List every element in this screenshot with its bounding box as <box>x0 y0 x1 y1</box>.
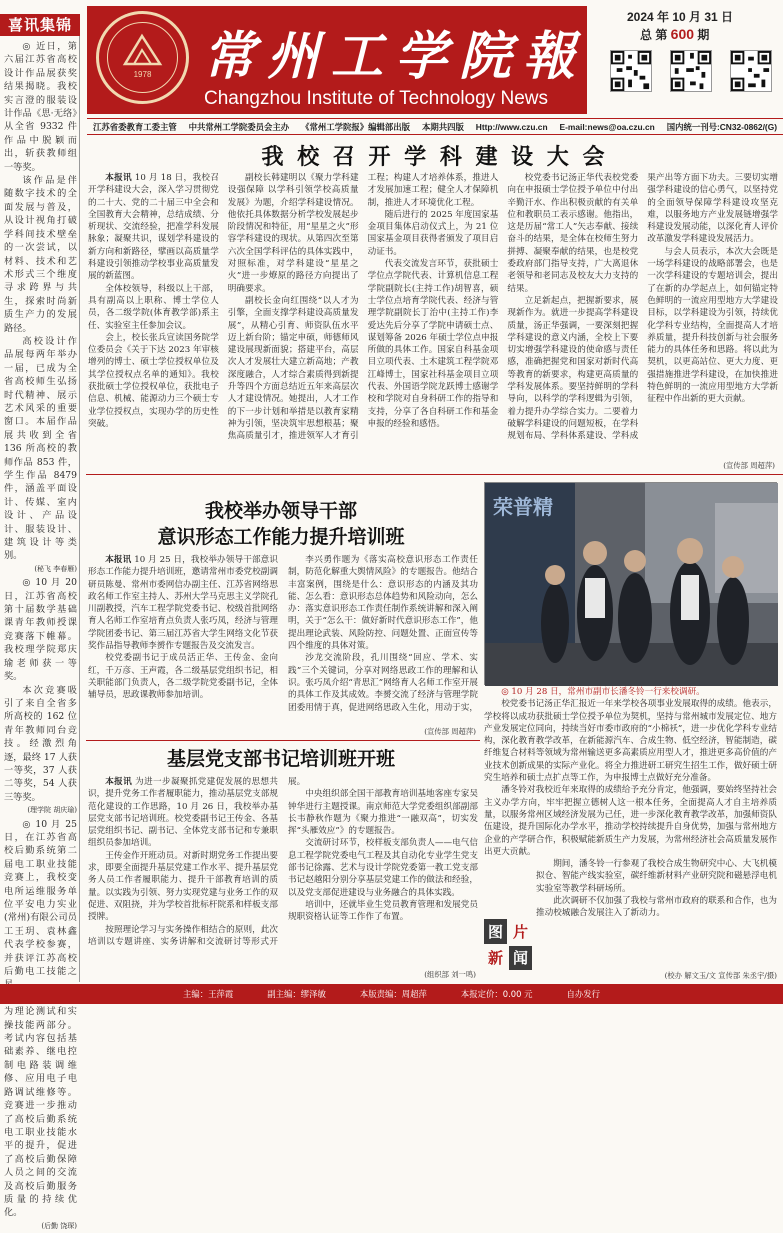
issue-suffix: 期 <box>694 28 710 42</box>
badge-char: 片 <box>509 919 532 944</box>
article3-paragraph: 培训中，还就毕业生党员教育管理和发展党员规职资格认证等工作作了布置。 <box>288 899 478 923</box>
article3-paragraph: 交流研讨环节，校样板支部负责人——电气信息工程学院党委电气工程及其自动化专业学生党支部书记徐露、艺术与设计学院党委第一教工党支部书记赵越阳分别分享基层党建工作的做法和经验，以及党支部促进建设与业务融合的具体实践。 <box>288 838 478 898</box>
sidebar-body <box>4 40 77 1230</box>
sidebar-title: 喜讯集锦 <box>0 14 80 36</box>
article1-paragraph: 随后进行的 2025 年度国家基金项目集体启动仪式上，为 21 位国家基金项目获得者颁发了项目启动证书。 <box>367 209 499 257</box>
article3-headline: 基层党支部书记培训班开班 <box>166 748 395 770</box>
sidebar-paragraph: 高校设计作品展每两年举办一届，已成为全省高校师生弘扬时代精神、展示艺术风采的重要窗口。本届作品展共收到全省 136 所高校的教师作品 853 件，学生作品 8479 件，涵盖平面设计、传媒、室内设计、产品设计、服装设计、建筑设计等类别。 <box>4 335 77 562</box>
article3-paragraph: 为进一步凝聚抓党建促发展的思想共识，提升党务工作者履职能力，推动基层党支部规范化建设的工作思路，10 月 26 日，我校举办基层党支部书记培训班。校党委副书记王传金、各基层党组织书记、副书记、全体党支部书记和专兼职组织员参加培训。 <box>88 777 278 849</box>
photo-caption-intro: ◎ 10 月 28 日，常州市副市长潘冬铃一行来校调研。 <box>501 687 705 697</box>
photo-caption <box>484 686 777 956</box>
article1-paragraph: 副校长韩建明以《聚力学科建设强保障 以学科引领学校高质量发展》为题，介绍学科建设情况。他依托具体数据分析学校发展起步阶段情况和特征，用“星星之火”形容学科建设的现状。从第四次至第六次全国学科评估的具体实践中，对照标准，对学科建设“星星之火”进一步燎原的路径方向提出了明确要求。 <box>227 173 359 294</box>
article2-body <box>88 554 478 726</box>
sidebar-byline: (理学院 胡庆瑜) <box>27 806 77 815</box>
masthead <box>0 0 783 132</box>
article3-body <box>88 776 478 968</box>
divider <box>86 740 480 741</box>
info-item: 本期共四版 <box>421 121 464 132</box>
article3-byline: (组织部 刘一鸣) <box>424 970 476 979</box>
article2-lead: 本报讯 <box>105 555 132 565</box>
photo-paragraph: 此次调研不仅加强了我校与常州市政府的联系和合作，也为推动校城融合发展注入了新动力。 <box>536 896 777 919</box>
news-photo <box>484 482 777 685</box>
qr-code-icon <box>671 51 711 91</box>
article3-lead: 本报讯 <box>105 777 133 787</box>
masthead-info-bar <box>87 118 783 135</box>
issue-number-line <box>640 26 709 43</box>
issue-number: 600 <box>670 26 695 42</box>
sidebar-paragraph: ◎ 10 月 25 日，在江苏省高校后勤系统第二届电工职业技能竞赛上，我校变电所运维服务单位平安电力实业(常州)有限公司员工王玥、袁林鑫代表学校参赛，并获评江苏高校后勤电工技能之 <box>4 818 77 978</box>
article1-lead: 本报讯 <box>105 173 132 183</box>
sidebar-paragraph: ◎ 近日，第六届江苏省高校设计作品展获奖结果揭晓。我校实言澄的服装设计作品《思·无络》从全省 9332 件作品中脱颖而出，斩获教师组一等奖。 <box>4 41 77 173</box>
article1-paragraph: 副校长金向红围绕“以人才为引擎，全面支撑学科建设高质量发展”，从精心引育、师资队伍水平迈上新台阶；锚定申硕，师德师风建设展现新面貌；搭建平台，高层次人才发展壮大建立新高地；产教深度融合，人才综合素质得到新提升等四个方面总结近五年来高层次人才建设情况。她提出，人才工作的下一步计划和举措是以教育家精神为引领，坚决筑牢思想根基；聚焦高质量引才，推进领军人才育引工程；构建人才培养体系，推进人才发展加速工程；健全人才保障机制，推进人才环境优化工程。 <box>227 173 499 442</box>
article1-body <box>88 172 778 460</box>
sidebar-paragraph: 为理论测试和实操技能两部分。考试内容包括基础素养、继电控制电路装调维修、应用电子电路调试维修等。竞赛进一步推动了高校后勤系统电工职业技能水平的提升，促进了高校后勤保障人员之间的交流及高校后勤服务质量的持续优化。 <box>4 1006 77 1219</box>
footer-item: 自办发行 <box>566 989 600 999</box>
sidebar-byline: (秘飞 李春雁) <box>34 564 77 573</box>
article2-paragraph: 沙龙交流阶段，孔川围绕“回应、学术、实践”三个关键词，分享对网络思政工作的理解和认识。张巧凤介绍“青思汇”网络育人名师工作室开展的具体工作及其成效。李赟交流了经济与管理学院团委用情于真，促进网络思政入生化，用动于实， <box>288 653 478 713</box>
article2-paragraph: 校党委副书记于成员活正华、王传金、金向红，千万彦、王声霞，各二级基层党组织书记，相关职能部门负责人，各二级学院党委副书记，全体辅导员，思政课教师参加培训。 <box>88 653 278 701</box>
article3-paragraph: 王传金作开班动员。对新时期党务工作提出要求，即要全面提升基层党建工作水平、提升基层党务人员工作者履职能力、提升干部教育培训的质量。以实践为引领、努力实现党建与业务工作的双促进、双阻挠，并为学校首批标杆院系和样板支部授牌。 <box>88 850 278 923</box>
info-item: 江苏省委教育工委主管 <box>92 121 177 132</box>
article1-paragraph: 10 月 18 日，我校召开学科建设大会，深入学习贯彻党的二十大、党的二十届三中全会和全国教育大会精神，总结成绩、分析现状、交流经验，把准学科发展脉象；凝聚共识，谋划学科建设的新方向和新路径，擘画以高质量学科建设引领推动学校事业高质量发展的新蓝图。 <box>88 173 219 282</box>
article2-headline-line2: 意识形态工作能力提升培训班 <box>157 526 405 548</box>
logo-emblem-icon <box>121 32 164 68</box>
footer-bar <box>0 984 783 1004</box>
qr-code-icon <box>731 51 771 91</box>
sidebar-paragraph: 该作品是伴随数字技术的全面发展与普及，从设计视角打破学科间技术壁垒的一次尝试，以材料、技术和艺术形式三个维度寻求跨界与共生，探索时尚新质生产力的发展路径。 <box>4 175 77 334</box>
info-item: 《常州工学院报》编辑部出版 <box>301 121 410 132</box>
masthead-title: 常州工学院報 <box>203 27 588 87</box>
divider <box>86 474 783 475</box>
photo-paragraph: 潘冬铃对我校近年来取得的成绩给予充分肯定，他强调，要始终坚持社会主义办学方向，牢牢把握立德树人这一根本任务，全面提高人才自主培养质量，以服务常州区域经济发展为己任，进一步深化教育教学改革，加强师资队伍建设，提升国际化办学水平，推动学校持续提升自身优势，加强与常州地方企业的产学研合作，积极赋能新质生产力发展，为常州经济社会高质量发展作出更大贡献。 <box>484 785 777 857</box>
article1-byline: (宣传部 周超萍) <box>723 461 775 470</box>
footer-item: 副主编：缪泽敏 <box>267 989 326 999</box>
school-logo <box>96 11 189 104</box>
issue-prefix: 总 第 <box>640 28 671 42</box>
sidebar-news-digest <box>0 14 80 1230</box>
masthead-subtitle: Changzhou Institute of Technology News <box>204 88 548 109</box>
article2-byline: (宣传部 周超萍) <box>424 727 476 736</box>
photo-paragraph: 期间，潘冬铃一行参观了我校合成生物研究中心、大飞机模拟仓、智能产线实验室，碳纤维新材料产业研究院和磁悬浮电机实验室等教学科研场所。 <box>536 859 777 894</box>
article1-paragraph: 立足新起点，把握新要求，展现新作为。就进一步提高学科建设质量，汤正华强调，一要深刻把握学科建设的意义内涵，全校上下要切实增强学科建设的使命感与责任感，准确把握党和国家对新时代高等教育的新要求，构建更高质量的学科发展体系。要坚持鲜明的学科导向，以科学的学科逻辑为引领，着力提升办学综合实力。二要着力破解学科建设的问题短板，在学科规划布局、学科体系建设、学科成果产出等方面下功夫。三要切实增强学科建设的信心勇气，以坚持党的全面领导保障学科建设攻坚克难，以服务地方产业发展链增强学科建设发展动能，以深化育人评价改革激发学科建设发展活力。 <box>507 173 778 442</box>
sidebar-paragraph: ◎ 10 月 20 日，江苏省高校第十届数学基础课青年教师授课竞赛落下帷幕。我校理学院郑庆瑜老师获一等奖。 <box>4 577 77 683</box>
badge-char: 闻 <box>509 946 532 971</box>
photo-paragraph: 校党委书记汤正华汇报近一年来学校各项事业发展取得的成绩。他表示，学校将以成功获批硕士学位授予单位为契机，坚持与常州城市发展定位、地方产业发展定位同向，持续当好市委市政府的“小棉袄”，进一步优化学科专业结构，深化教育教学改革，在新能源汽车、合成生物、低空经济，智能制造，碳纤维复合材料等领域为常州输送更多高素质应用型人才，推进更多高价值的产业技术创新成果的实际产业化。将全力推进研工研究生招生工作，做好硕士研究生培养和硕士点扩点等工作，为申报博士点做好充分准备。 <box>484 699 777 784</box>
article3-paragraph: 按照理论学习与实务操作相结合的原则，此次培训以专题讲座、实务讲解和交流研讨等形式开展。 <box>88 777 306 947</box>
info-item-email[interactable]: E-mail:news@oa.czu.cn <box>559 121 655 132</box>
article1-headline: 我 校 召 开 学 科 建 设 大 会 <box>261 145 608 170</box>
article1-paragraph: 会上，校长张兵宣读国务院学位委员会《关于下达 2023 年审核增列的博士、硕士学位授权单位及其学位授权点名单的通知》。我校获批硕士学位授权单位，获批电子信息、机械、能源动力三个硕士专业学位授权点，实现办学的历史性突破。 <box>88 332 219 429</box>
article2-paragraph: 10 月 25 日，我校举办领导干部意识形态工作能力提升培训班，邀请常州市委党校副调研员陈曼、常州市委网信办副主任、江苏省网络思政名师工作室主持人、苏州大学马克思主义学院孔川副教授，汽车工程学院党委书记、校级首批网络育人名师工作室培育点负责人张巧凤，经济与管理学院团委书记、第三届江苏省大学生网络文化节获奖作品指导教师李赟作专题报告及交流发言。 <box>88 555 278 652</box>
badge-char: 图 <box>484 919 507 944</box>
info-item: 国内统一刊号:CN32-0862/(G) <box>666 121 777 132</box>
article2-paragraph: 李兴勇作题为《落实高校意识形态工作责任制，防范化解重大舆情风险》的专题报告。他结合丰富案例，围绕是什么：意识形态的内涵及其功能、怎么看：意识形态总体趋势和风险动向，怎么办：落实意识形态工作责任制作系统讲解和深入阐明，关于“怎么干：做好新时代意识形态工作”，他提出理论武装、风险防控、问题处置、正面宣传等四个维度的具体对策。 <box>288 555 478 652</box>
article3-paragraph: 中央组织部全国干部教育培训基地客座专家吴钟华进行主题授课。南京师范大学党委组织部副部长韦静秋作题为《聚力推进“一融双高”，切实发挥“头雁效应”》的专题报告。 <box>288 789 478 837</box>
footer-item: 主编：王萍霞 <box>183 989 234 999</box>
info-item-website[interactable]: Http://www.czu.cn <box>475 121 548 132</box>
photo-byline: (校办 解文玉/文 宣传部 朱丞宇/摄) <box>664 971 777 980</box>
article1-paragraph: 代表交流发言环节，获批硕士学位点学院代表、计算机信息工程学院副院长(主持工作)胡智喜，硕士学位点培育学院代表、经济与管理学院副院长丁治中(主持工作)李爱达先后分享了学院申请硕士点、谋划筹备 2026 年硕士学位点申报所做的具体工作。国家自科基金项目立项代表、土木建筑工程学院邓江峰博士，国家社科基金项目立项代表、外国语学院龙跃博士感谢学校和学院对自身科研工作的指导和支持，分享了各自科研工作和基金申报的经验和感悟。 <box>367 259 499 429</box>
qr-code-wechat[interactable] <box>610 50 652 92</box>
qr-code-website[interactable] <box>730 50 772 92</box>
logo-year: 1978 <box>133 70 152 79</box>
qr-code-weibo[interactable] <box>670 50 712 92</box>
footer-item: 本版责编：周超萍 <box>359 989 427 999</box>
masthead-banner <box>87 6 587 114</box>
badge-char: 新 <box>484 946 507 971</box>
article2-headline-line1: 我校举办领导干部 <box>204 500 357 522</box>
photo-sign-text: 荣普精 <box>493 495 553 519</box>
qr-code-icon <box>611 51 651 91</box>
sidebar-byline: (后勤 饶琛) <box>41 1221 77 1230</box>
info-item: 中共常州工学院委员会主办 <box>188 121 290 132</box>
article1-paragraph: 全体校领导，科级以上干部，具有副高以上职称、博士学位人员，各二级学院(体育教学部)系主任、实验室主任参加会议。 <box>88 283 219 331</box>
article1-paragraph: 校党委书记汤正华代表校党委向在申报硕士学位授予单位中付出辛勤汗水、作出积极贡献的有关单位和教职员工表示感谢。他指出，这是历届“常工人”矢志奉献、接续奋斗的结果，是全体在校师生努力拼搏、凝聚奉献的结果，也是校党委政府部门指导支持，广大离退休老领导和老同志及校友大力支持的结果。 <box>507 173 639 294</box>
photo-news-badge <box>484 919 532 970</box>
footer-item: 本报定价：0.00 元 <box>460 989 533 999</box>
sidebar-paragraph: 本次竞赛吸引了来自全省多所高校的 162 位青年教师同台竞技。经激烈角逐，最终 17 人获一等奖，37 人获二等奖，54 人获三等奖。 <box>4 684 77 803</box>
article1-paragraph: 与会人员表示，本次大会既是一场学科建设的战略部署会，也是一次学科建设的专题培训会，提出了在新的办学起点上，如何锚定特色鲜明的一流应用型地方大学建设目标，以学科建设为引领，持续优化学科专业结构，全面提高人才培养质量，提升科技创新与社会服务能力的具体任务和思路。将以此为契机，以更高站位、更大力度、更强措施推进学科建设，在加快推进特色鲜明的一流应用型地方大学新征程中作出新的更大贡献。 <box>647 246 778 405</box>
issue-date: 2024 年 10 月 31 日 <box>627 10 734 24</box>
